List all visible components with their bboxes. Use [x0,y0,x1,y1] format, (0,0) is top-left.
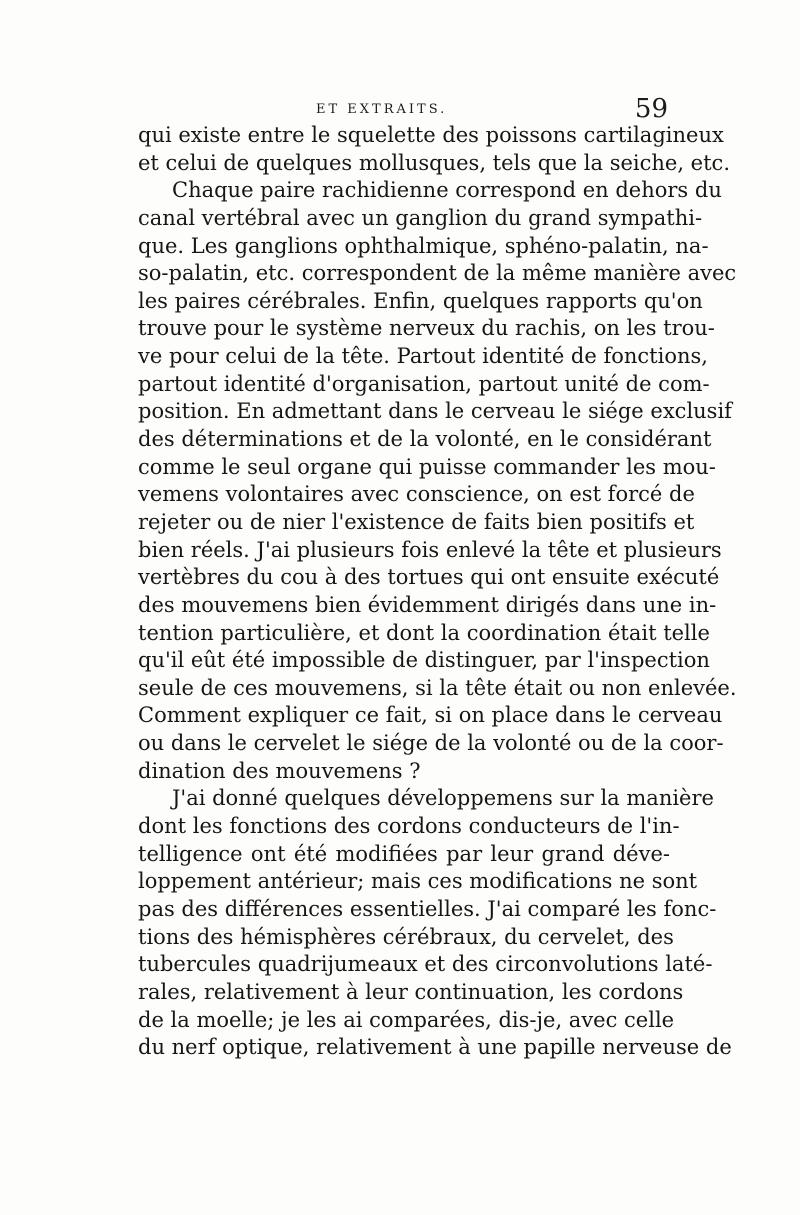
text-line: rejeter ou de nier l'existence de faits bien positifs et [138,509,695,534]
running-title: ET EXTRAITS. [316,102,448,117]
text-line: tention particulière, et dont la coordination était telle [138,620,710,645]
text-line: qui existe entre le squelette des poissons cartilagineux [138,123,724,147]
text-line: vertèbres du cou à des tortues qui ont ensuite exécuté [138,565,720,590]
text-line: qu'il eût été impossible de distinguer, par l'inspection [138,648,710,673]
text-line: ve pour celui de la tête. Partout identité de fonctions, [138,344,708,369]
text-line: pas des différences essentielles. J'ai comparé les fonc- [138,896,717,921]
body-text [138,122,737,1062]
running-head [140,94,668,124]
text-line: so-palatin, etc. correspondent de la même manière avec [138,261,737,286]
text-line: partout identité d'organisation, partout unité de com- [138,371,710,396]
text-line: les paires cérébrales. Enfin, quelques rapports qu'on [138,288,703,313]
text-line: Chaque paire rachidienne correspond en dehors du [172,178,722,203]
text-line: des mouvemens bien évidemment dirigés dans une in- [138,592,717,617]
text-line: tions des hémisphères cérébraux, du cervelet, des [138,924,674,949]
text-line: canal vertébral avec un ganglion du grand sympathi- [138,205,703,230]
text-line: ou dans le cervelet le siége de la volonté ou de la coor- [138,731,724,756]
page-number: 59 [634,94,668,124]
text-line: des déterminations et de la volonté, en le considérant [138,427,712,452]
text-line: vemens volontaires avec conscience, on est forcé de [138,482,695,507]
text-line: seule de ces mouvemens, si la tête était ou non enlevée. [138,675,737,700]
text-line: comme le seul organe qui puisse commander les mou- [138,454,716,479]
text-line: telligence ont été modifiées par leur grand déve- [138,841,670,866]
text-line: que. Les ganglions ophthalmique, sphéno-palatin, na- [138,233,709,258]
text-line: J'ai donné quelques développemens sur la manière [172,786,714,811]
text-line: Comment expliquer ce fait, si on place dans le cerveau [138,703,723,728]
text-line: dont les fonctions des cordons conducteurs de l'in- [138,814,680,839]
text-line: et celui de quelques mollusques, tels que la seiche, etc. [138,150,730,175]
text-line: bien réels. J'ai plusieurs fois enlevé la tête et plusieurs [138,537,722,562]
text-line: du nerf optique, relativement à une papille nerveuse de [138,1035,732,1060]
text-line: de la moelle; je les ai comparées, dis-je, avec celle [138,1007,675,1032]
text-line: position. En admettant dans le cerveau le siége exclusif [138,399,732,424]
text-line: trouve pour le système nerveux du rachis, on les trou- [138,316,715,341]
text-line: dination des mouvemens ? [138,758,421,783]
text-line: loppement antérieur; mais ces modifications ne sont [138,869,698,894]
text-line: rales, relativement à leur continuation, les cordons [138,979,684,1004]
text-line: tubercules quadrijumeaux et des circonvolutions laté- [138,952,713,977]
